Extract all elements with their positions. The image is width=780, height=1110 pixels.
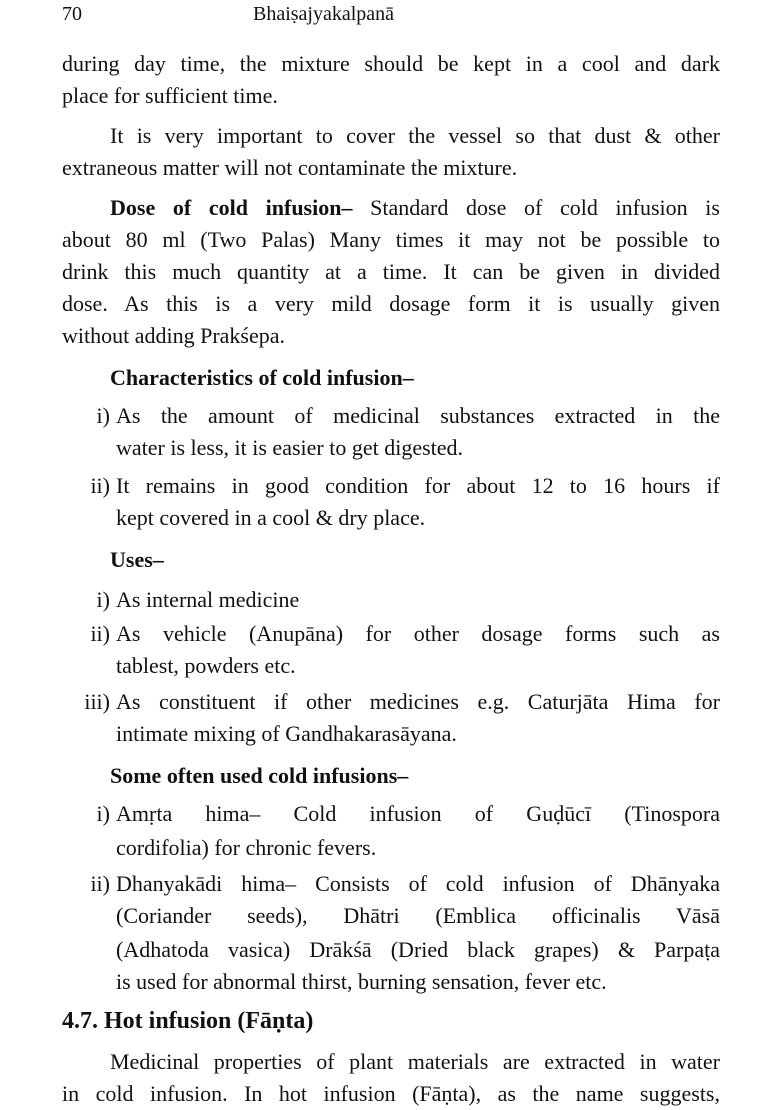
list-item-line: water is less, it is easier to get digested. (116, 435, 464, 460)
list-marker: i) (96, 403, 110, 428)
list-marker: iii) (84, 689, 110, 714)
list-item-line: is used for abnormal thirst, burning sensation, fever etc. (116, 969, 607, 994)
list-item-line: As the amount of medicinal substances extracted in the (116, 403, 720, 428)
list-item-line: As constituent if other medicines e.g. Caturjāta Hima for (116, 689, 720, 714)
subheading-often-used: Some often used cold infusions– (110, 763, 409, 788)
list-marker: ii) (90, 621, 110, 646)
paragraph-line: in cold infusion. In hot infusion (Fāṇta), as the name suggests, (62, 1081, 720, 1106)
list-marker: i) (96, 801, 110, 826)
paragraph-line: about 80 ml (Two Palas) Many times it may not be possible to (62, 227, 720, 252)
list-marker: i) (96, 587, 110, 612)
paragraph-line: It is very important to cover the vessel so that dust & other (110, 123, 720, 148)
list-marker: ii) (90, 473, 110, 498)
list-item-line: cordifolia) for chronic fevers. (116, 835, 377, 860)
paragraph-line: drink this much quantity at a time. It can be given in divided (62, 259, 720, 284)
paragraph-line (110, 192, 720, 224)
list-item-line: tablest, powders etc. (116, 653, 296, 678)
running-title: Bhaiṣajyakalpanā (253, 3, 395, 25)
dose-lead-in: Dose of cold infusion– (110, 195, 353, 220)
page-number: 70 (62, 3, 82, 25)
list-item-line: It remains in good condition for about 12 to 16 hours if (116, 473, 720, 498)
list-item-line: As vehicle (Anupāna) for other dosage forms such as (116, 621, 720, 646)
list-item-line: intimate mixing of Gandhakarasāyana. (116, 721, 457, 746)
dose-text: Standard dose of cold infusion is (352, 195, 720, 220)
section-heading: 4.7. Hot infusion (Fāṇta) (62, 1008, 314, 1034)
paragraph-line: dose. As this is a very mild dosage form it is usually given (62, 291, 720, 316)
list-item-line: (Adhatoda vasica) Drākśā (Dried black grapes) & Parpaṭa (116, 937, 720, 962)
list-item-line: Amṛta hima– Cold infusion of Guḍūcī (Tinospora (116, 801, 720, 826)
paragraph-line: without adding Prakśepa. (62, 323, 286, 348)
paragraph-line: Medicinal properties of plant materials are extracted in water (110, 1049, 720, 1074)
list-item-line: kept covered in a cool & dry place. (116, 505, 426, 530)
paragraph-line: extraneous matter will not contaminate the mixture. (62, 155, 518, 180)
list-marker: ii) (90, 871, 110, 896)
paragraph-line: place for sufficient time. (62, 83, 278, 108)
subheading-characteristics: Characteristics of cold infusion– (110, 365, 414, 390)
list-item-line: As internal medicine (116, 587, 300, 612)
paragraph-line: during day time, the mixture should be kept in a cool and dark (62, 51, 720, 76)
list-item-line: (Coriander seeds), Dhātri (Emblica officinalis Vāsā (116, 903, 720, 928)
list-item-line: Dhanyakādi hima– Consists of cold infusion of Dhānyaka (116, 871, 720, 896)
subheading-uses: Uses– (110, 547, 164, 572)
